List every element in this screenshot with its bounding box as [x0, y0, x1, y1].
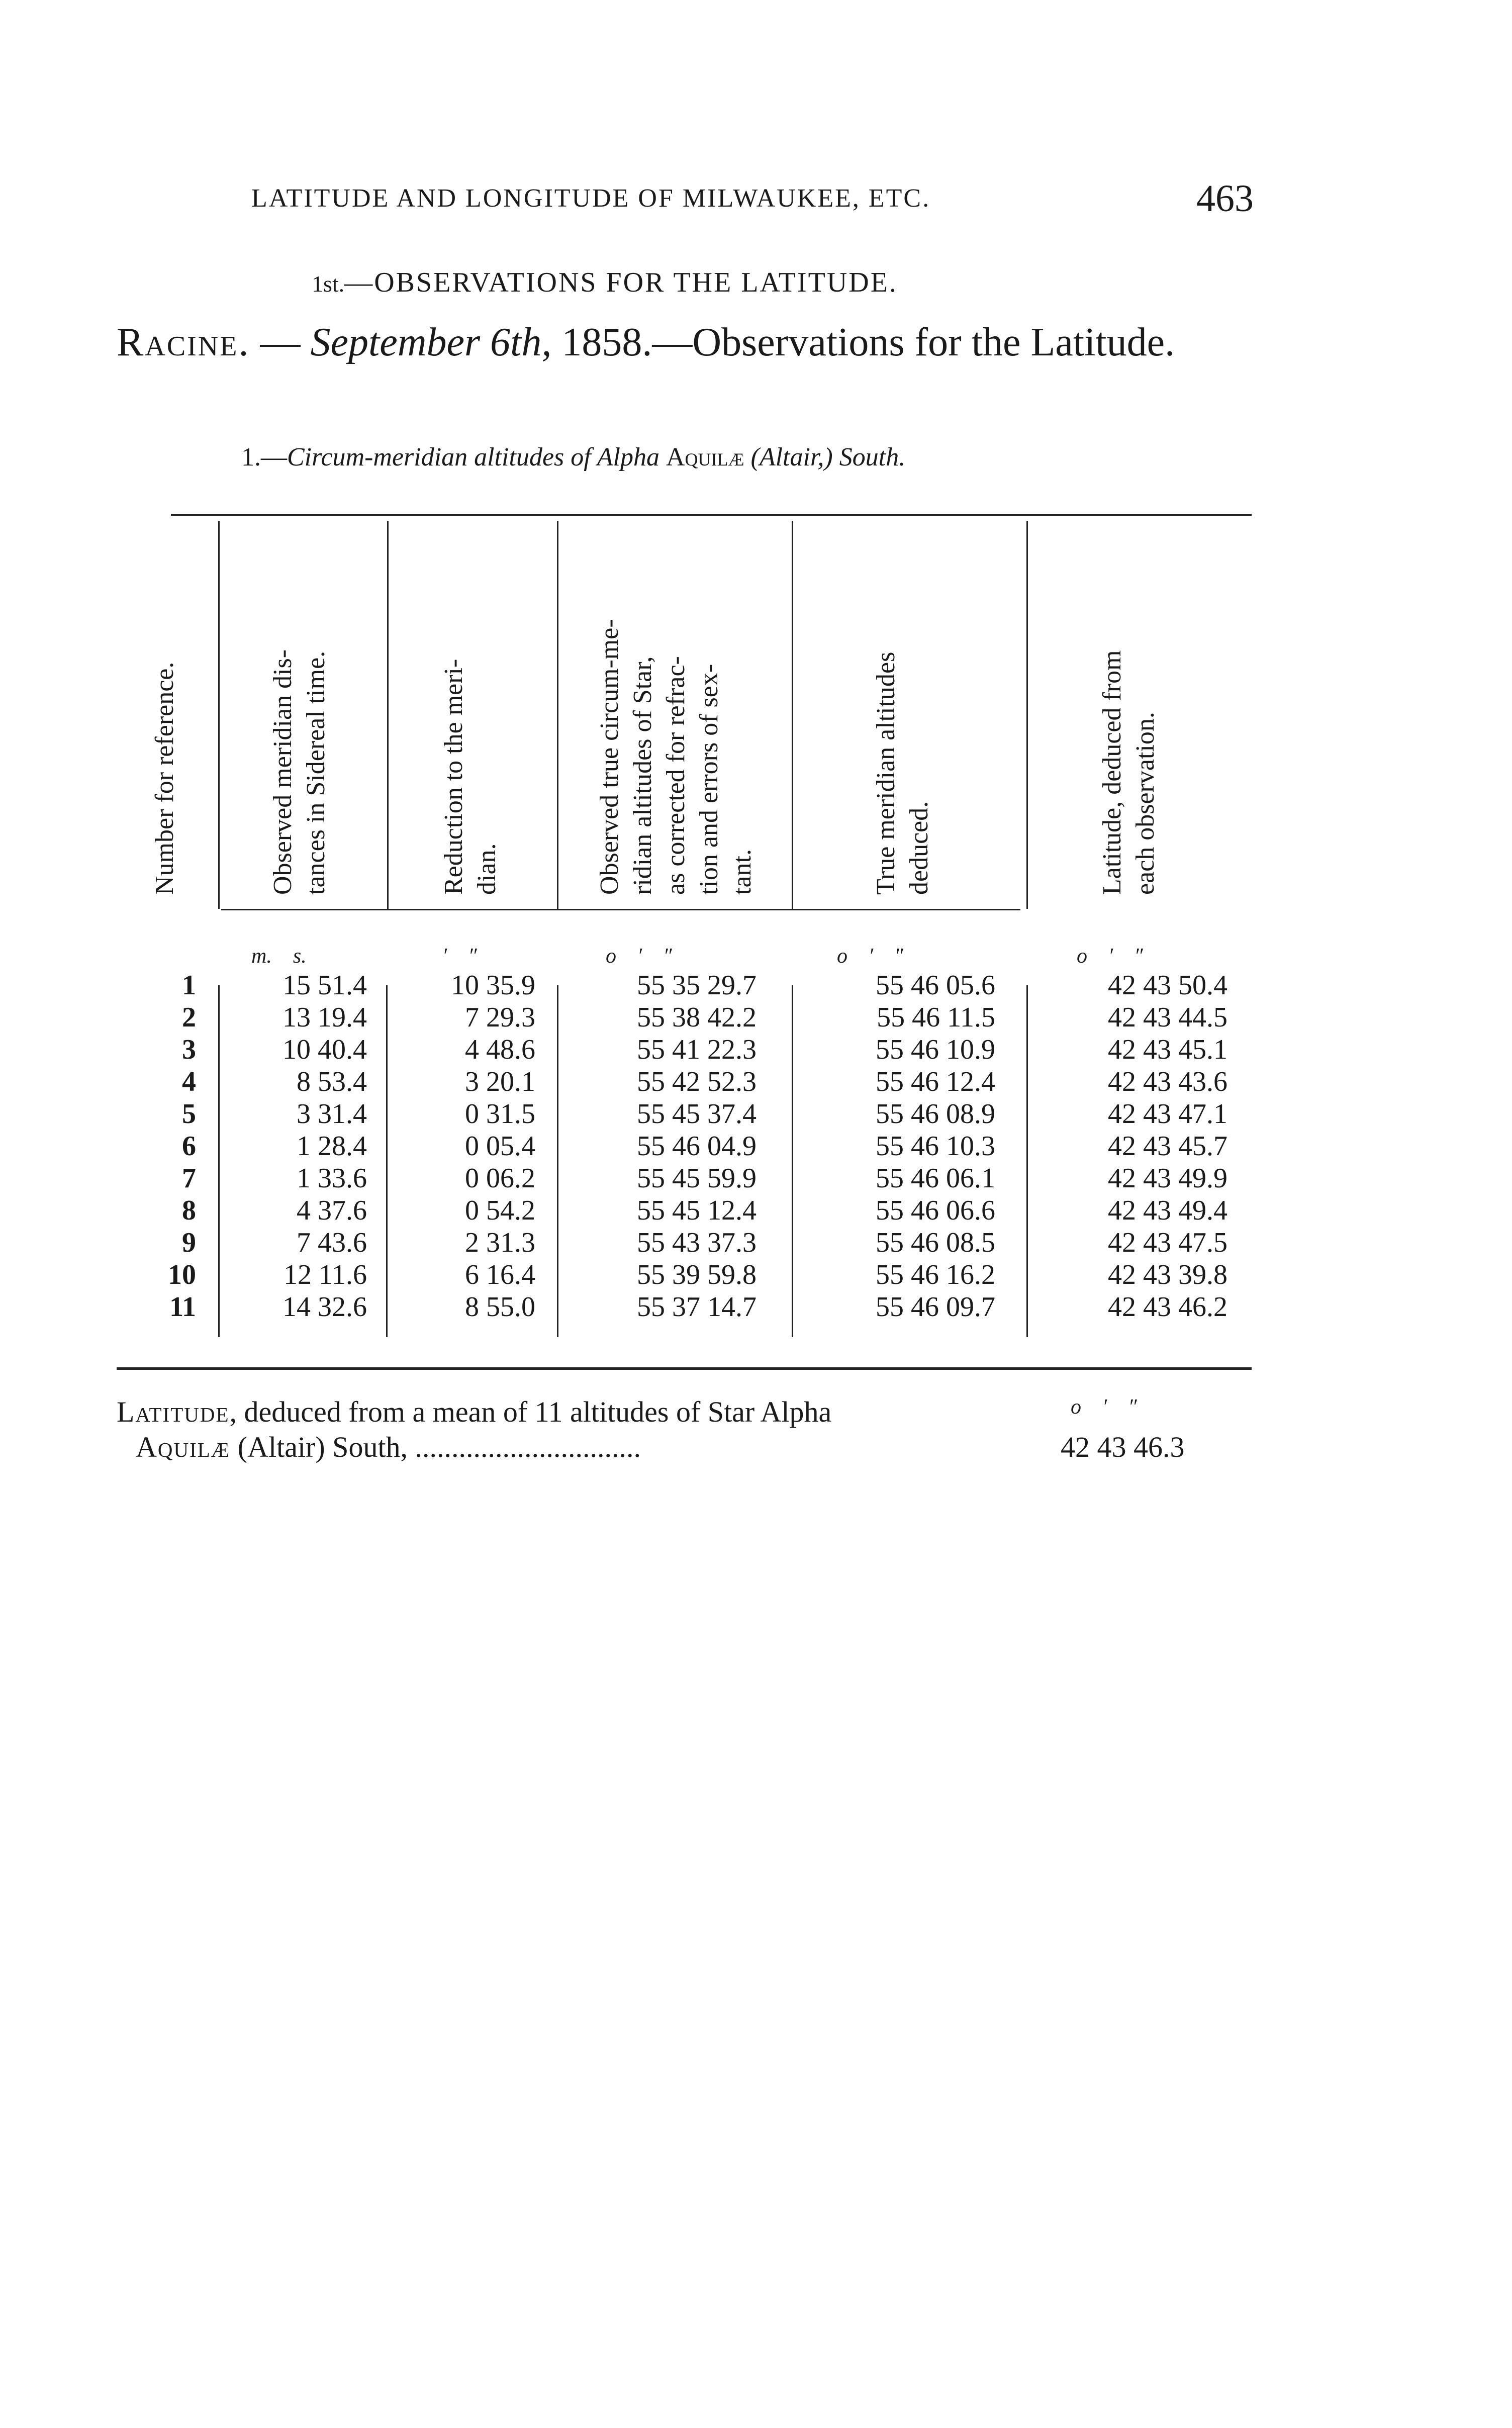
cell-true-altitude: 55 46 05.6 [876, 970, 995, 1001]
cell-observed-altitude: 55 45 12.4 [637, 1195, 757, 1226]
cell-true-altitude: 55 46 08.5 [876, 1227, 995, 1258]
cell-reference-number: 7 [182, 1163, 196, 1194]
cell-latitude: 42 43 49.9 [1108, 1163, 1227, 1194]
cell-reduction: 0 54.2 [465, 1195, 535, 1226]
cell-latitude: 42 43 47.5 [1108, 1227, 1227, 1258]
result-value: 42 43 46.3 [1061, 1431, 1185, 1463]
cell-true-altitude: 55 46 10.9 [876, 1034, 995, 1065]
column-header-true-altitude: True meridian altitudes deduced. [872, 651, 933, 895]
table-caption-text-b: (Altair,) South. [750, 443, 906, 472]
cell-latitude: 42 43 50.4 [1108, 970, 1227, 1001]
cell-true-altitude: 55 46 09.7 [876, 1291, 995, 1323]
cell-reduction: 8 55.0 [465, 1291, 535, 1323]
cell-latitude: 42 43 44.5 [1108, 1002, 1227, 1033]
cell-reference-number: 2 [182, 1002, 196, 1033]
result-label-star: Aquilæ [136, 1431, 231, 1463]
cell-reference-number: 10 [168, 1259, 196, 1290]
cell-meridian-distance: 13 19.4 [282, 1002, 367, 1033]
table-header-rule [221, 909, 1020, 910]
cell-meridian-distance: 3 31.4 [297, 1098, 367, 1130]
cell-reference-number: 9 [182, 1227, 196, 1258]
cell-observed-altitude: 55 37 14.7 [637, 1291, 757, 1323]
cell-latitude: 42 43 45.7 [1108, 1131, 1227, 1162]
cell-true-altitude: 55 46 10.3 [876, 1131, 995, 1162]
result-label-line2: (Altair) South, ............................... [230, 1431, 641, 1463]
cell-reduction: 7 29.3 [465, 1002, 535, 1033]
cell-meridian-distance: 14 32.6 [282, 1291, 367, 1323]
table-row [0, 1098, 1512, 1130]
column-divider [792, 521, 793, 909]
cell-latitude: 42 43 43.6 [1108, 1066, 1227, 1097]
cell-reference-number: 8 [182, 1195, 196, 1226]
cell-true-altitude: 55 46 12.4 [876, 1066, 995, 1097]
cell-reduction: 6 16.4 [465, 1259, 535, 1290]
table-caption [241, 442, 905, 472]
result-label-continued [136, 1430, 641, 1464]
result-units: o ′ ″ [1071, 1395, 1137, 1419]
unit-label: o ′ ″ [837, 945, 903, 968]
cell-reference-number: 4 [182, 1066, 196, 1097]
observation-date: September 6th, [310, 320, 552, 364]
cell-reduction: 0 06.2 [465, 1163, 535, 1194]
column-divider [218, 521, 220, 909]
result-label [117, 1395, 831, 1429]
table-row [0, 1130, 1512, 1162]
cell-latitude: 42 43 46.2 [1108, 1291, 1227, 1323]
table-row [0, 1034, 1512, 1066]
cell-reference-number: 1 [182, 970, 196, 1001]
column-header-reduction: Reduction to the meri- dian. [439, 659, 501, 895]
cell-meridian-distance: 1 28.4 [297, 1131, 367, 1162]
table-caption-text-a: Circum-meridian altitudes of Alpha [287, 443, 659, 472]
place-heading-rest: —Observations for the Latitude. [652, 320, 1175, 364]
section-heading [312, 266, 898, 299]
unit-label: ′ ″ [442, 945, 477, 968]
table-row [0, 1194, 1512, 1227]
cell-reduction: 0 05.4 [465, 1131, 535, 1162]
cell-observed-altitude: 55 39 59.8 [637, 1259, 757, 1290]
cell-meridian-distance: 12 11.6 [284, 1259, 367, 1290]
cell-reference-number: 6 [182, 1131, 196, 1162]
unit-label: o ′ ″ [1077, 945, 1143, 968]
cell-latitude: 42 43 49.4 [1108, 1195, 1227, 1226]
table-row [0, 1259, 1512, 1291]
table-bottom-rule [117, 1367, 1252, 1370]
cell-meridian-distance: 15 51.4 [282, 970, 367, 1001]
table-row [0, 1001, 1512, 1034]
place-name: Racine. [117, 320, 250, 364]
running-head: LATITUDE AND LONGITUDE OF MILWAUKEE, ETC. [251, 184, 931, 213]
cell-reduction: 4 48.6 [465, 1034, 535, 1065]
cell-observed-altitude: 55 45 37.4 [637, 1098, 757, 1130]
cell-observed-altitude: 55 38 42.2 [637, 1002, 757, 1033]
result-label-head: Latitude [117, 1395, 230, 1428]
table-caption-number: 1.— [241, 443, 287, 472]
cell-true-altitude: 55 46 06.1 [876, 1163, 995, 1194]
result-label-line1: , deduced from a mean of 11 altitudes of Star Alpha [229, 1395, 832, 1428]
table-row [0, 1291, 1512, 1323]
page-number: 463 [1196, 177, 1254, 220]
cell-reference-number: 11 [169, 1291, 196, 1323]
column-header-observed-altitude: Observed true circum-me- ridian altitudes of Star, as corrected for refrac- tion and errors of sex- tant. [595, 619, 757, 895]
cell-observed-altitude: 55 46 04.9 [637, 1131, 757, 1162]
cell-observed-altitude: 55 43 37.3 [637, 1227, 757, 1258]
column-divider [1026, 521, 1028, 909]
cell-reduction: 0 31.5 [465, 1098, 535, 1130]
table-row [0, 1227, 1512, 1259]
cell-meridian-distance: 10 40.4 [282, 1034, 367, 1065]
column-divider [387, 521, 389, 909]
cell-reduction: 10 35.9 [451, 970, 535, 1001]
unit-label: m. s. [251, 945, 307, 968]
table-top-rule [171, 514, 1252, 516]
table-row [0, 1066, 1512, 1098]
cell-observed-altitude: 55 41 22.3 [637, 1034, 757, 1065]
cell-true-altitude: 55 46 06.6 [876, 1195, 995, 1226]
cell-reduction: 3 20.1 [465, 1066, 535, 1097]
cell-reduction: 2 31.3 [465, 1227, 535, 1258]
column-header-latitude: Latitude, deduced from each observation. [1098, 650, 1160, 895]
cell-observed-altitude: 55 35 29.7 [637, 970, 757, 1001]
cell-true-altitude: 55 46 08.9 [876, 1098, 995, 1130]
cell-observed-altitude: 55 42 52.3 [637, 1066, 757, 1097]
table-row [0, 1162, 1512, 1194]
unit-label: o ′ ″ [606, 945, 672, 968]
place-heading: Racine. — September 6th, 1858.—Observations for the Latitude. [117, 320, 1175, 364]
table-row [0, 969, 1512, 1001]
cell-true-altitude: 55 46 11.5 [877, 1002, 995, 1033]
cell-reference-number: 5 [182, 1098, 196, 1130]
cell-latitude: 42 43 47.1 [1108, 1098, 1227, 1130]
cell-latitude: 42 43 39.8 [1108, 1259, 1227, 1290]
cell-meridian-distance: 7 43.6 [297, 1227, 367, 1258]
cell-true-altitude: 55 46 16.2 [876, 1259, 995, 1290]
cell-meridian-distance: 4 37.6 [297, 1195, 367, 1226]
column-divider [557, 521, 558, 909]
observation-year: 1858. [561, 320, 652, 364]
column-header-reference: Number for reference. [150, 662, 179, 895]
cell-meridian-distance: 1 33.6 [297, 1163, 367, 1194]
cell-meridian-distance: 8 53.4 [297, 1066, 367, 1097]
cell-observed-altitude: 55 45 59.9 [637, 1163, 757, 1194]
table-caption-star: Aquilæ [666, 443, 744, 472]
section-title: —OBSERVATIONS FOR THE LATITUDE. [344, 267, 898, 298]
section-number: 1st. [312, 271, 345, 297]
cell-latitude: 42 43 45.1 [1108, 1034, 1227, 1065]
column-header-meridian-distance: Observed meridian dis- tances in Sidereal time. [268, 649, 330, 895]
cell-reference-number: 3 [182, 1034, 196, 1065]
